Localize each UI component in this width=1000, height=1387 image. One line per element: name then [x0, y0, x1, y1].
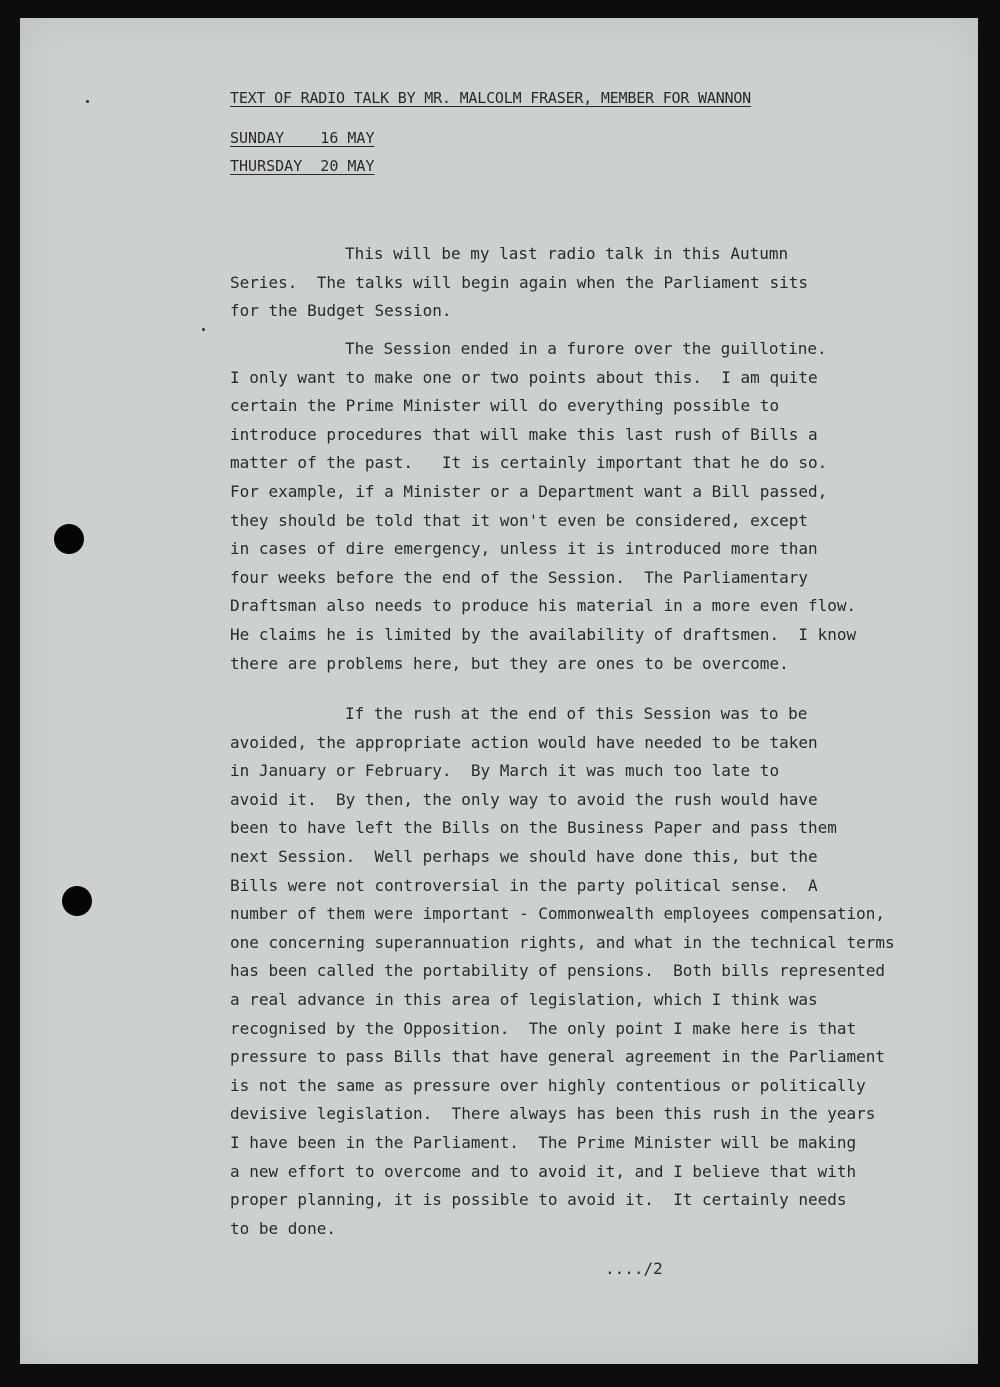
text-line: in January or February. By March it was much too late to — [230, 761, 780, 781]
text-line: I have been in the Parliament. The Prime Minister will be making — [230, 1132, 857, 1152]
text-line: The Session ended in a furore over the guillotine. — [345, 339, 827, 358]
text-line: devisive legislation. There always has been this rush in the years — [230, 1104, 876, 1124]
text-line: one concerning superannuation rights, and what in the technical terms — [230, 932, 895, 952]
text-line: avoid it. By then, the only way to avoid the rush would have — [230, 789, 818, 809]
text-line: Bills were not controversial in the party political sense. A — [230, 875, 818, 895]
text-line: in cases of dire emergency, unless it is introduced more than — [230, 539, 818, 559]
text-line: certain the Prime Minister will do everything possible to — [230, 396, 780, 416]
text-line: If the rush at the end of this Session was to be — [345, 704, 808, 723]
paper-speck — [202, 328, 205, 331]
text-line: a new effort to overcome and to avoid it, and I believe that with — [230, 1161, 857, 1181]
text-line: recognised by the Opposition. The only point I make here is that — [230, 1018, 857, 1038]
broadcast-date-sunday: SUNDAY 16 MAY — [230, 129, 375, 147]
text-line: is not the same as pressure over highly contentious or politically — [230, 1075, 866, 1095]
text-line: He claims he is limited by the availability of draftsmen. I know — [230, 624, 857, 644]
text-line: for the Budget Session. — [230, 301, 452, 321]
text-line: avoided, the appropriate action would have needed to be taken — [230, 732, 818, 752]
text-line: pressure to pass Bills that have general agreement in the Parliament — [230, 1047, 886, 1067]
page-continuation-marker: ..../2 — [605, 1259, 663, 1278]
text-line: introduce procedures that will make this last rush of Bills a — [230, 424, 818, 444]
text-line: I only want to make one or two points about this. I am quite — [230, 367, 818, 387]
text-line: they should be told that it won't even be considered, except — [230, 510, 808, 530]
text-line: next Session. Well perhaps we should have done this, but the — [230, 846, 818, 866]
text-line: Draftsman also needs to produce his material in a more even flow. — [230, 596, 857, 616]
text-line: number of them were important - Commonwealth employees compensation, — [230, 904, 886, 924]
text-line: This will be my last radio talk in this Autumn — [345, 244, 789, 263]
punch-hole — [54, 524, 84, 554]
text-line: there are problems here, but they are ones to be overcome. — [230, 653, 789, 673]
text-line: a real advance in this area of legislation, which I think was — [230, 989, 818, 1009]
punch-hole — [62, 886, 92, 916]
text-line: to be done. — [230, 1218, 336, 1238]
paragraph-2 — [230, 335, 856, 678]
text-line: matter of the past. It is certainly important that he do so. — [230, 453, 828, 473]
paper-speck — [86, 100, 89, 103]
paragraph-1 — [230, 240, 808, 326]
text-line: Series. The talks will begin again when the Parliament sits — [230, 272, 808, 292]
text-line: proper planning, it is possible to avoid it. It certainly needs — [230, 1190, 847, 1210]
document-title: TEXT OF RADIO TALK BY MR. MALCOLM FRASER, MEMBER FOR WANNON — [230, 89, 752, 107]
text-line: For example, if a Minister or a Department want a Bill passed, — [230, 481, 828, 501]
text-line: four weeks before the end of the Session. The Parliamentary — [230, 567, 808, 587]
broadcast-date-thursday: THURSDAY 20 MAY — [230, 157, 375, 175]
text-line: has been called the portability of pensions. Both bills represented — [230, 961, 886, 981]
text-line: been to have left the Bills on the Business Paper and pass them — [230, 818, 837, 838]
paragraph-3 — [230, 700, 895, 1243]
